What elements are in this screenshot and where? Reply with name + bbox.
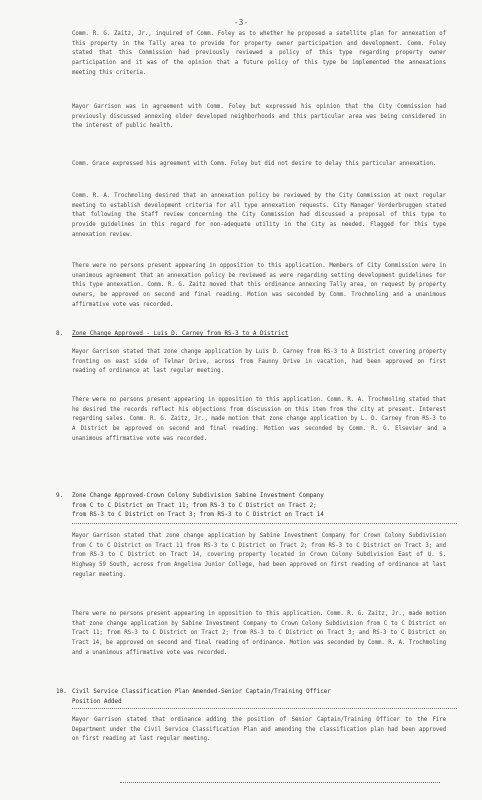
page-number: -3- [233,18,249,27]
paragraph-text: Mayor Garrison stated that zone change application by Sabine Investment Company for Crown Colony Subdivision from C to C District on Tract 11 from RS-3 to C District on Tract 2; from RS-3 to C District on Tract 3; and from RS-3 to C District on Tract 14, covering property located in Crown Colony Subdivision East of U. S. Highway 59 South, across from Angelina Junior College, had been approved on first reading of ordinance at last regular meeting. [72,533,446,578]
item-heading-carney [72,330,446,340]
item-number: 10. [56,688,67,695]
paragraph-text: There were no persons present appearing in opposition to this application. Comm. R. A. Trochmoling stated that he desired the records reflect his objections from discussion on this item from the city at present. Interest regarding sales. Comm. R. G. Zaitz, Jr., made motion that zone change application by L. D. Carney from RS-3 to A District be approved on second and final reading. Motion was seconded by Comm. R. G. Elsevier and a unanimous affirmative vote was recorded. [72,397,446,442]
paragraph-text: Mayor Garrison stated that zone change application by Luis D. Carney from RS-3 to A District covering property fronting on east side of Telmar Drive, across from Faunny Drive in vacation, had been approved on first reading of ordinance at last regular meeting. [72,349,446,375]
paragraph-grace-agreement [72,160,446,170]
paragraph-text: Mayor Garrison stated that ordinance adding the position of Senior Captain/Training Officer to the Fire Department under the Civil Service Classification Plan and amending the classification plan had been approved on first reading at last regular meeting. [72,717,446,743]
paragraph-civil-service-first-reading [72,716,446,745]
paragraph-text: There were no persons present appearing in opposition to this application. Comm. R. G. Zaitz, Jr., made motion that zone change application by Sabine Investment Company to Crown Colony Subdivision from C to C District on Tract 11; from RS-3 to C District on Tract 2; from RS-3 to C District on Tract 3; and RS-3 to C District on Tract 14, be approved on second and final reading of ordinance. Motion was seconded by Comm. R. A. Trochmoling and a unanimous affirmative vote was recorded. [72,611,446,656]
heading-line: Zone Change Approved - Luis D. Carney from RS-3 to A District [72,331,289,337]
paragraph-carney-motion [72,396,446,445]
item-heading-civil-service [72,688,446,707]
heading-line: from C to C District on Tract 11; from RS-3 to C District on Tract 2; [72,502,317,509]
heading-underline [72,708,457,709]
paragraph-garrison-agreement [72,103,446,132]
paragraph-crown-colony-first-reading [72,532,446,581]
paragraph-text: Comm. R. G. Zaitz, Jr., inquired of Comm. Foley as to whether he proposed a satellite plan for annexation of this property in the Tally area to provide for property owner participation and development. Comm. Foley stated that this Commission had previously reviewed a policy of this type regarding property owner participation and it was of the opinion that a future policy of this type be implemented the annexations meeting this criteria. [72,31,446,76]
paragraph-carney-first-reading [72,348,446,377]
item-heading-crown-colony [72,492,446,521]
heading-line: Position Added [72,698,122,705]
footer-rule [120,782,440,783]
heading-line: from RS-3 to C District on Tract 3; from RS-3 to C District on Tract 14 [72,512,324,519]
paragraph-text: Mayor Garrison was in agreement with Comm. Foley but expressed his opinion that the City Commission had previously discussed annexing older developed neighborhoods and this particular area was being considered in the interest of public health. [72,104,446,130]
paragraph-annexation-motion [72,262,446,311]
item-number: 8. [56,330,64,337]
item-number: 9. [56,492,64,499]
paragraph-text: Comm. R. A. Trochmoling desired that an annexation policy be reviewed by the City Commission at next regular meeting to establish development criteria for all type annexation requests. City Manager Vorderbruggen stated that following the Staff review concerning the City Commission had discussed a proposal of this type to provide guidelines in this regard for non-adequate utility in the City as needed. Flagged for this type annexation review. [72,193,446,238]
heading-underline [72,523,457,524]
paragraph-zaitz-inquiry [72,30,446,79]
heading-line: Civil Service Classification Plan Amended-Senior Captain/Training Officer [72,689,331,695]
paragraph-annexation-policy [72,192,446,241]
paragraph-text: Comm. Grace expressed his agreement with Comm. Foley but did not desire to delay this particular annexation. [72,161,437,167]
heading-line: Zone Change Approved-Crown Colony Subdivision Sabine Investment Company [72,493,324,499]
paragraph-text: There were no persons present appearing in opposition to this application. Members of City Commission were in unanimous agreement that an annexation policy be reviewed as were regarding setting development guidelines for this type annexation. Comm. R. G. Zaitz moved that this ordinance annexing Tally area, on request by property owners, be approved on second and final reading. Motion was seconded by Comm. Trochmoling and a unanimous affirmative vote was recorded. [72,263,446,308]
paragraph-crown-colony-motion [72,610,446,659]
